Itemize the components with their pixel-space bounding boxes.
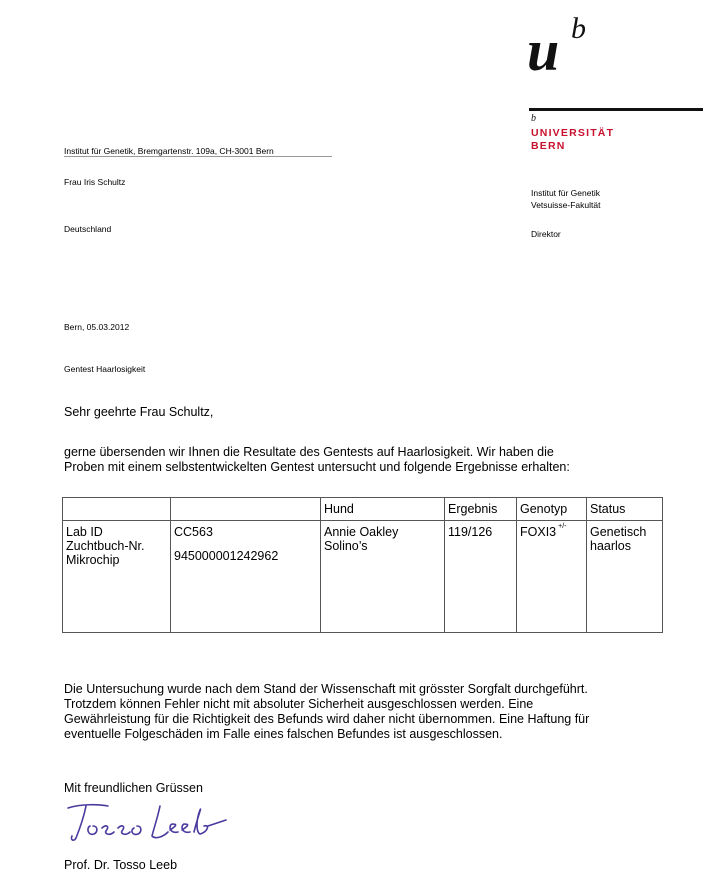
table-header-row [63, 498, 663, 521]
table-header-genotyp: Genotyp [517, 498, 587, 521]
dog-name-line: Annie Oakley [324, 525, 399, 539]
institute-role: Direktor [531, 229, 561, 239]
table-header-cell [171, 498, 321, 521]
sender-address: Institut für Genetik, Bremgartenstr. 109a, CH-3001 Bern [64, 146, 274, 156]
intro-line: gerne übersenden wir Ihnen die Resultate des Gentests auf Haarlosigkeit. Wir haben die [64, 445, 554, 459]
status-line: haarlos [590, 539, 631, 553]
closing-paragraph [64, 682, 664, 742]
university-logo-mark: u [527, 18, 560, 83]
institute-faculty: Vetsuisse-Fakultät [531, 200, 601, 210]
dog-name-cell [321, 521, 445, 633]
dog-name-line: Solino’s [324, 539, 368, 553]
institute-department: Institut für Genetik [531, 188, 600, 198]
salutation: Sehr geehrte Frau Schultz, [64, 405, 214, 419]
ids-cell [171, 521, 321, 633]
genotype-superscript: +/- [558, 523, 567, 530]
lab-id-value: CC563 [174, 525, 213, 539]
table-header-cell [63, 498, 171, 521]
table-header-ergebnis: Ergebnis [445, 498, 517, 521]
closing-line: eventuelle Folgeschäden im Falle eines falschen Befundes ist ausgeschlossen. [64, 727, 503, 741]
handwritten-signature [60, 796, 230, 858]
table-header-status: Status [587, 498, 663, 521]
genotype-value: FOXI3 [520, 525, 557, 539]
closing-regards: Mit freundlichen Grüssen [64, 781, 203, 795]
result-cell: 119/126 [445, 521, 517, 633]
closing-line: Gewährleistung für die Richtigkeit des Befunds wird daher nicht übernommen. Eine Haftung für [64, 712, 590, 726]
letter-date: Bern, 05.03.2012 [64, 322, 130, 332]
university-name [531, 127, 614, 153]
row-labels-cell [63, 521, 171, 633]
closing-line: Die Untersuchung wurde nach dem Stand der Wissenschaft mit grösster Sorgfalt durchgeführt. [64, 682, 588, 696]
label-mikrochip: Mikrochip [66, 553, 120, 567]
intro-line: Proben mit einem selbstentwickelten Gentest untersucht und folgende Ergebnisse erhalten: [64, 460, 570, 474]
university-name-line1: UNIVERSITÄT [531, 127, 615, 139]
university-name-line2: BERN [531, 140, 566, 152]
label-lab-id: Lab ID [66, 525, 103, 539]
recipient-country: Deutschland [64, 224, 112, 234]
signer-name: Prof. Dr. Tosso Leeb [64, 858, 178, 872]
table-header-hund: Hund [321, 498, 445, 521]
table-row [63, 521, 663, 633]
logo-small-b: b [531, 113, 536, 124]
logo-rule [529, 108, 703, 111]
letter-subject: Gentest Haarlosigkeit [64, 364, 146, 374]
sender-divider [64, 156, 332, 157]
university-logo-b: b [571, 12, 586, 45]
status-cell [587, 521, 663, 633]
recipient-name: Frau Iris Schultz [64, 177, 126, 187]
genotype-cell [517, 521, 587, 633]
results-table [62, 497, 663, 633]
status-line: Genetisch [590, 525, 647, 539]
label-zuchtbuch: Zuchtbuch-Nr. [66, 539, 145, 553]
microchip-value: 945000001242962 [174, 549, 279, 563]
closing-line: Trotzdem können Fehler nicht mit absoluter Sicherheit ausgeschlossen werden. Eine [64, 697, 534, 711]
intro-paragraph [64, 445, 664, 475]
